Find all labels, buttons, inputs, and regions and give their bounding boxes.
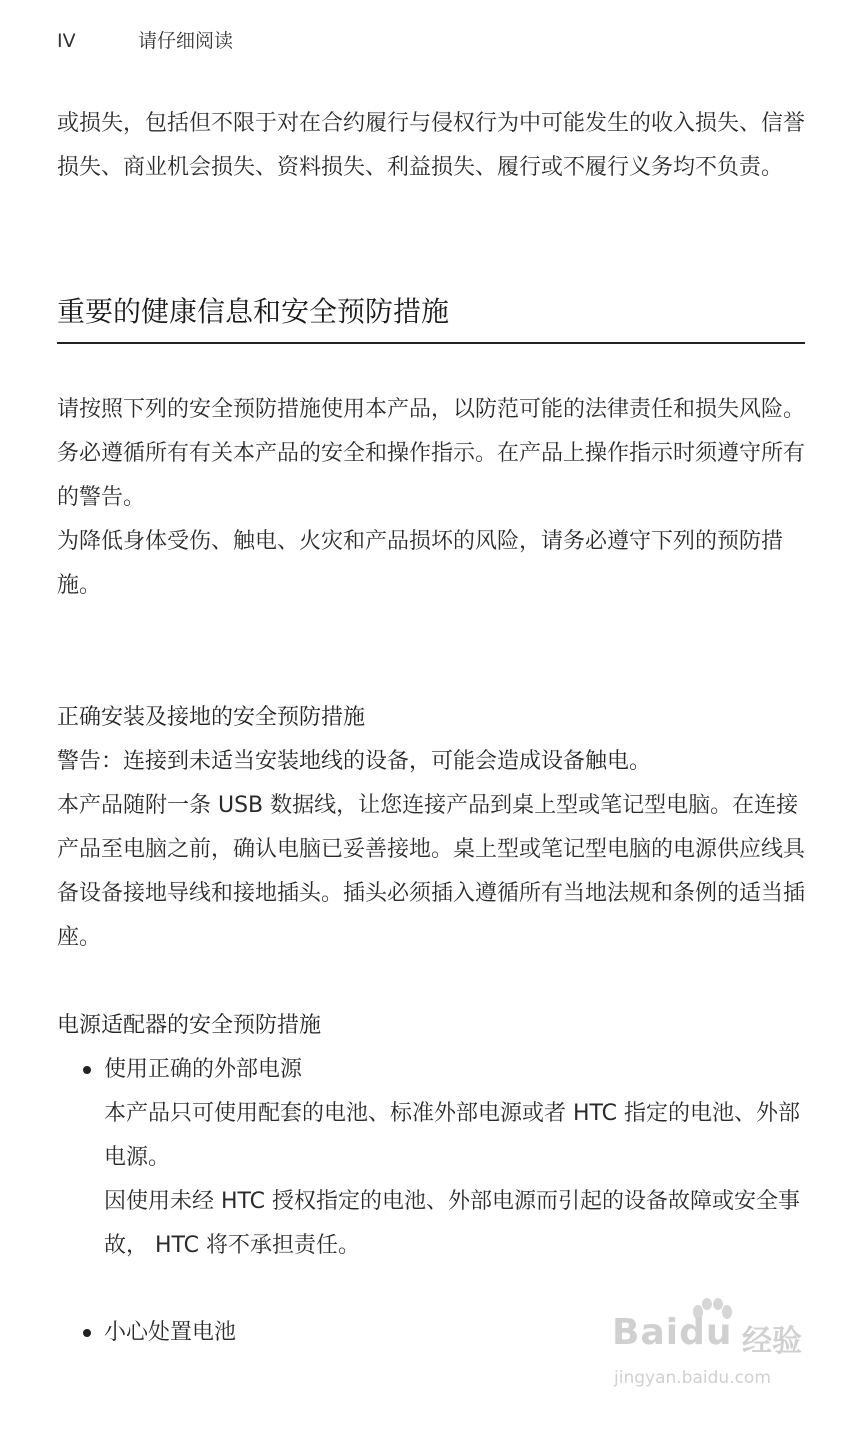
grounding-warning: 警告：连接到未适当安装地线的设备，可能会造成设备触电。 bbox=[57, 749, 652, 774]
safety-intro-line: 请按照下列的安全预防措施使用本产品，以防范可能的法律责任和损失风险。 bbox=[57, 397, 806, 422]
grounding-body: 本产品随附一条 USB 数据线，让您连接产品到桌上型或笔记型电脑。在连接产品至电脑之前，确认电脑已妥善接地。桌上型或笔记型电脑的电源供应线具备设备接地导线和接地插头。插头必须插入遵循所有当地法规和条例的适当插座。 bbox=[57, 793, 806, 950]
bullet-icon bbox=[83, 1329, 91, 1337]
bullet-icon bbox=[83, 1066, 91, 1074]
list-item-text: 因使用未经 HTC 授权指定的电池、外部电源而引起的设备故障或安全事故， HTC 将不承担责任。 bbox=[104, 1189, 801, 1258]
baidu-watermark bbox=[612, 1298, 812, 1398]
list-item-heading: 小心处置电池 bbox=[104, 1320, 237, 1345]
section-divider bbox=[57, 342, 805, 344]
list-item bbox=[57, 1048, 817, 1268]
watermark-cn: 经验 bbox=[742, 1324, 802, 1359]
list-item-heading: 使用正确的外部电源 bbox=[104, 1057, 303, 1082]
safety-intro bbox=[57, 388, 807, 608]
bullet-list bbox=[57, 1048, 817, 1268]
safety-intro-line: 务必遵循所有有关本产品的安全和操作指示。在产品上操作指示时须遵守所有的警告。 bbox=[57, 441, 806, 510]
power-adapter-title: 电源适配器的安全预防措施 bbox=[57, 1013, 322, 1038]
page-header bbox=[57, 26, 233, 53]
grounding-title: 正确安装及接地的安全预防措施 bbox=[57, 705, 366, 730]
safety-intro-line: 为降低身体受伤、触电、火灾和产品损坏的风险，请务必遵守下列的预防措施。 bbox=[57, 529, 784, 598]
section-title: 重要的健康信息和安全预防措施 bbox=[57, 295, 450, 328]
header-label: 请仔细阅读 bbox=[138, 30, 234, 52]
list-item-text: 本产品只可使用配套的电池、标准外部电源或者 HTC 指定的电池、外部电源。 bbox=[104, 1101, 801, 1170]
intro-paragraph: 或损失，包括但不限于对在合约履行与侵权行为中可能发生的收入损失、信誉损失、商业机会损失、资料损失、利益损失、履行或不履行义务均不负责。 bbox=[57, 111, 806, 180]
watermark-brand: Baidu bbox=[612, 1312, 733, 1353]
watermark-url: jingyan.baidu.com bbox=[614, 1368, 771, 1388]
page-number: IV bbox=[57, 30, 76, 52]
